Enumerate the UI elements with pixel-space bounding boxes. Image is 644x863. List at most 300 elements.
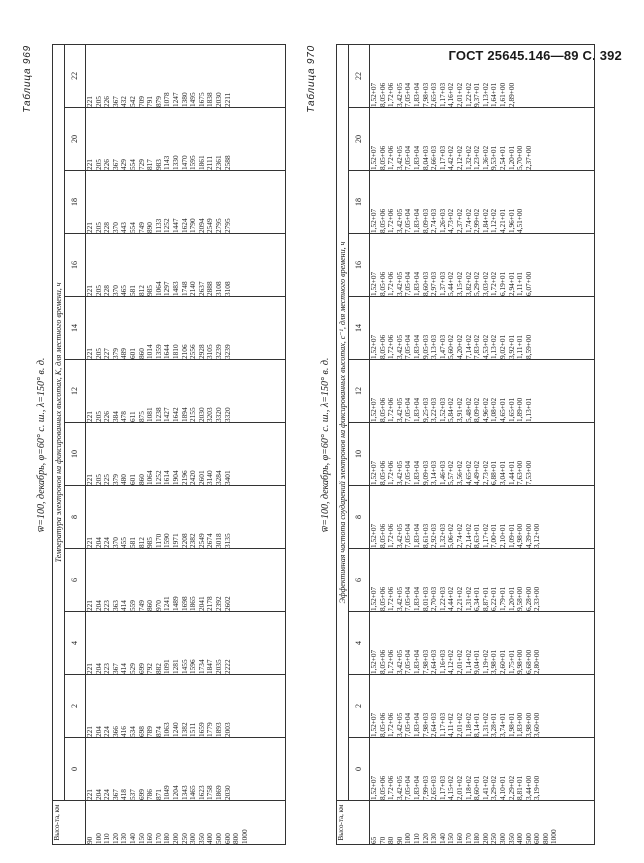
data-cell: 1,52+07 [369,208,378,233]
data-cell: 542 [127,96,137,107]
data-cell: 2111 [205,155,215,170]
data-cell: 2106 [179,344,189,359]
data-cell: 3401 [222,470,232,485]
hour-header-18: 18 [65,171,86,234]
data-cell: 749 [136,600,146,611]
data-cell: 2549 [196,533,206,548]
altitude-value: 500 [213,833,223,844]
data-cell: 1595 [188,155,198,170]
data-cell: 8,05+06 [377,271,387,296]
data-cell: 9,53+01 [489,145,499,170]
data-cell: 3,42+05 [394,397,404,422]
data-column-20 [86,108,286,171]
data-cell: 1,31+02 [480,712,490,737]
data-cell: 2211 [222,92,232,107]
data-cell: 1,18+02 [463,712,473,737]
data-cell: 3284 [213,470,223,485]
data-cell: 1,11+01 [515,272,525,296]
hour-header-8: 8 [65,486,86,549]
data-cell: 1,14+02 [463,649,473,674]
hour-header-8: 8 [349,486,370,549]
data-cell: 1748 [179,281,189,296]
data-cell: 1,72+06 [386,397,396,422]
data-cell: 2094 [196,218,206,233]
data-cell: 2,80+00 [532,649,542,674]
data-cell: 1,83+04 [411,712,421,737]
data-cell: 379 [110,474,120,485]
data-cell: 1447 [170,218,180,233]
data-cell: 554 [127,159,137,170]
altitude-value: 250 [489,833,499,844]
data-cell: 8,05+06 [377,397,387,422]
data-cell: 1,83+04 [411,775,421,800]
hour-header-row [65,44,86,844]
altitude-value: 180 [162,833,172,844]
data-cell: 489 [119,348,129,359]
data-cell: 2208 [179,533,189,548]
data-cell: 1,75+01 [506,649,516,674]
data-cell: 7,05+04 [403,82,413,107]
data-cell: 1614 [162,470,172,485]
data-cell: 3108 [213,281,223,296]
altitude-value: 120 [110,833,120,844]
data-cell: 3,12+00 [532,523,542,548]
data-cell: 3,42+05 [394,460,404,485]
data-cell: 9,98+00 [515,649,525,674]
hour-header-20: 20 [65,108,86,171]
data-cell: 2601 [196,470,206,485]
data-cell: 1495 [188,92,198,107]
altitude-value: 350 [506,833,516,844]
data-column-0 [86,738,286,801]
data-cell: 2637 [196,281,206,296]
data-cell: 1,89+00 [515,397,525,422]
data-cell: 1,17+03 [437,712,447,737]
data-cell: 985 [145,537,155,548]
data-cell: 1091 [162,659,172,674]
data-cell: 537 [127,789,137,800]
data-cell: 1894 [179,407,189,422]
data-column-2 [86,675,286,738]
altitude-value: 800 [540,833,550,844]
data-cell: 1758 [205,785,215,800]
data-cell: 8,05+06 [377,460,387,485]
data-cell: 1470 [179,155,189,170]
data-cell: 970 [153,600,163,611]
data-cell: 221 [85,96,94,107]
data-cell: 1252 [162,218,172,233]
data-cell: 367 [110,663,120,674]
data-cell: 860 [136,474,146,485]
hour-header-6: 6 [349,549,370,612]
data-cell: 1170 [153,533,163,548]
altitude-value: 400 [205,833,215,844]
data-cell: 1204 [170,785,180,800]
data-cell: 1252 [153,470,163,485]
data-cell: 1,20+01 [506,586,516,611]
data-cell: 1734 [196,659,206,674]
data-cell: 709 [136,96,146,107]
table-969-caption: Температура электронов на фиксированных высотах, К, для местного времени, ч [53,44,65,800]
data-cell: 7,00+01 [489,523,499,548]
data-cell: 1064 [153,281,163,296]
data-cell: 2155 [188,407,198,422]
data-cell: 224 [102,537,112,548]
data-cell: 1241 [162,596,172,611]
table-970-condition: w̅=100, декабрь, φ=60° с. ш., λ=150° в. д. [320,357,331,533]
data-cell: 221 [85,600,94,611]
data-cell: 3,92+01 [506,334,516,359]
data-cell: 9,05+03 [420,334,430,359]
data-cell: 1,52+07 [369,82,378,107]
data-cell: 8,81+01 [515,775,525,800]
data-cell: 224 [102,726,112,737]
data-cell: 2,37+00 [523,145,533,170]
altitude-value: 800 [231,833,241,844]
data-cell: 9,25+03 [420,397,430,422]
data-cell: 9,09+03 [420,460,430,485]
data-cell: 3108 [222,281,232,296]
data-cell: 228 [102,285,112,296]
data-cell: 3,42+05 [394,271,404,296]
data-cell: 3,82+02 [463,271,473,296]
data-cell: 8,04+03 [420,145,430,170]
data-column-6 [86,549,286,612]
data-cell: 1,96+01 [506,208,516,233]
data-cell: 3239 [213,344,223,359]
data-cell: 1,26+03 [437,208,447,233]
data-cell: 227 [102,348,112,359]
data-cell: 1,16+03 [437,649,447,674]
data-cell: 4,73+02 [446,208,456,233]
altitude-value: 250 [179,833,189,844]
altitude-value: 400 [515,833,525,844]
data-cell: 418 [119,789,129,800]
data-cell: 1297 [162,281,172,296]
data-cell: 1,36+02 [480,145,490,170]
data-cell: 3,60+00 [532,712,542,737]
data-cell: 529 [127,663,137,674]
data-cell: 9,37+01 [472,82,482,107]
data-cell: 4,21+01 [497,208,507,233]
data-cell: 2888 [205,281,215,296]
data-cell: 7,14+02 [463,334,473,359]
data-cell: 2,64+03 [429,712,439,737]
data-cell: 2,65+03 [429,775,439,800]
data-cell: 749 [136,222,146,233]
altitude-value: 600 [222,833,232,844]
data-cell: 4,65+01 [497,397,507,422]
data-cell: 1810 [170,344,180,359]
table-969 [52,44,286,845]
altitude-value: 160 [145,833,155,844]
table-969-condition: w̅=100, декабрь, φ=60° с. ш., λ=150° в. д. [36,357,47,533]
data-cell: 455 [119,537,129,548]
data-cell: 367 [110,96,120,107]
data-cell: 2030 [213,92,223,107]
data-cell: 1,47+03 [437,334,447,359]
hour-header-10: 10 [349,423,370,486]
data-cell: 221 [85,663,94,674]
data-cell: 6,19+01 [497,271,507,296]
data-cell: 5,48+02 [463,397,473,422]
data-cell: 7,05+04 [403,523,413,548]
data-cell: 1,52+07 [369,586,378,611]
data-cell: 465 [119,285,129,296]
altitude-value: 200 [170,833,180,844]
data-cell: 1,72+06 [386,271,396,296]
altitude-value: 300 [188,833,198,844]
data-cell: 3,74+01 [497,712,507,737]
data-cell: 443 [119,222,129,233]
data-column-4 [370,612,595,675]
data-cell: 1,83+04 [411,82,421,107]
data-cell: 478 [119,411,129,422]
data-cell: 366 [110,726,120,737]
data-cell: 204 [93,663,103,674]
data-cell: 882 [153,663,163,674]
data-cell: 1,18+02 [463,775,473,800]
data-column-8 [370,486,595,549]
data-cell: 1281 [170,659,180,674]
data-cell: 2,01+02 [454,82,464,107]
data-cell: 1,72+02 [489,271,499,296]
data-cell: 1382 [179,722,189,737]
data-cell: 1,09+01 [506,523,516,548]
data-cell: 8,05+06 [377,145,387,170]
data-cell: 1,22+02 [463,82,473,107]
data-cell: 1,52+07 [369,397,378,422]
data-cell: 205 [93,474,103,485]
altitude-value: 600 [532,833,542,844]
altitude-value: 1000 [549,829,559,844]
data-cell: 1,20+01 [506,145,516,170]
data-cell: 1,11+01 [515,335,525,359]
data-cell: 7,99+03 [420,775,430,800]
hour-header-18: 18 [349,171,370,234]
data-cell: 1455 [179,659,189,674]
data-cell: 601 [127,348,137,359]
data-cell: 6,28+00 [523,586,533,611]
altitude-value: 1000 [239,829,249,844]
data-column-18 [370,171,595,234]
data-cell: 3,04+01 [497,460,507,485]
data-cell: 1,72+06 [386,334,396,359]
data-cell: 5,60+02 [446,334,456,359]
data-cell: 1427 [162,407,172,422]
data-cell: 2,12+02 [454,145,464,170]
data-cell: 601 [127,474,137,485]
data-cell: 985 [145,285,155,296]
data-cell: 789 [145,726,155,737]
hour-header-2: 2 [349,675,370,738]
data-cell: 416 [119,726,129,737]
data-cell: 1,52+07 [369,334,378,359]
data-cell: 367 [110,159,120,170]
data-cell: 4,20+02 [454,334,464,359]
data-cell: 2420 [188,470,198,485]
data-cell: 414 [119,663,129,674]
data-cell: 2,01+02 [454,712,464,737]
data-cell: 221 [85,222,94,233]
data-cell: 1,31+02 [463,586,473,611]
data-cell: 860 [145,600,155,611]
data-cell: 2,01+02 [454,649,464,674]
data-column-10 [370,423,595,486]
data-column-0 [370,738,595,801]
data-cell: 1,98+01 [506,712,516,737]
data-cell: 8,60+01 [472,775,482,800]
data-column-20 [370,108,595,171]
data-cell: 1,83+04 [411,523,421,548]
data-cell: 432 [119,96,129,107]
data-cell: 3,42+05 [394,334,404,359]
data-cell: 370 [110,537,120,548]
data-column-12 [370,360,595,423]
hour-header-16: 16 [349,234,370,297]
data-cell: 1,72+06 [386,460,396,485]
data-cell: 879 [153,96,163,107]
altitude-value: 100 [403,833,413,844]
data-cell: 1971 [170,533,180,548]
data-cell: 1,44+01 [506,460,516,485]
data-cell: 1869 [213,785,223,800]
data-cell: 1,23+02 [472,145,482,170]
altitude-value: 300 [497,833,507,844]
data-cell: 4,98+00 [515,523,525,548]
data-cell: 1,83+04 [411,334,421,359]
data-cell: 534 [127,726,137,737]
data-cell: 1,83+04 [411,145,421,170]
data-cell: 1,83+04 [411,208,421,233]
hour-header-2: 2 [65,675,86,738]
data-cell: 8,59+00 [523,334,533,359]
data-column-10 [86,423,286,486]
data-cell: 221 [85,348,94,359]
data-cell: 221 [85,285,94,296]
altitude-value: 140 [437,833,447,844]
data-cell: 1590 [162,533,172,548]
data-cell: 1078 [162,92,172,107]
data-cell: 2549 [205,218,215,233]
data-cell: 1,83+04 [411,271,421,296]
data-cell: 223 [102,663,112,674]
data-cell: 2,94+01 [506,271,516,296]
data-cell: 2795 [213,218,223,233]
data-cell: 581 [127,285,137,296]
data-cell: 2,29+02 [506,775,516,800]
data-cell: 7,05+04 [403,712,413,737]
data-cell: 2,60+01 [497,649,507,674]
data-cell: 2,54+01 [497,145,507,170]
data-cell: 226 [102,96,112,107]
data-cell: 1,72+06 [386,145,396,170]
data-cell: 221 [85,411,94,422]
data-cell: 1642 [170,407,180,422]
data-cell: 7,05+04 [403,460,413,485]
data-cell: 1675 [196,92,206,107]
data-cell: 2,89+00 [506,82,516,107]
data-cell: 1,61+00 [497,82,507,107]
hour-header-14: 14 [65,297,86,360]
data-cell: 1240 [170,722,180,737]
data-cell: 1644 [162,344,172,359]
altitude-value: 70 [377,836,387,844]
data-cell: 554 [127,222,137,233]
data-cell: 1,83+00 [515,712,525,737]
data-cell: 1,72+06 [386,82,396,107]
hour-header-row [349,44,370,844]
table-970-caption: Эффективная частота соударений электронов на фиксированных высотах, с⁻¹, для местного времени, ч [337,44,349,800]
data-cell: 8,63+01 [472,523,482,548]
data-cell: 2674 [205,533,215,548]
data-cell: 1,72+06 [386,208,396,233]
data-cell: 1779 [205,722,215,737]
data-column-14 [86,297,286,360]
data-cell: 1,79+01 [497,586,507,611]
data-cell: 3,56+02 [454,460,464,485]
data-cell: 7,05+04 [403,271,413,296]
data-cell: 698 [136,726,146,737]
data-cell: 3,15+02 [454,271,464,296]
data-cell: 6,34+01 [472,586,482,611]
altitude-value: 90 [394,836,404,844]
data-cell: 611 [127,411,137,422]
data-cell: 384 [110,411,120,422]
data-cell: 1483 [170,281,180,296]
data-cell: 1847 [205,659,215,674]
data-cell: 1904 [170,470,180,485]
data-cell: 3,42+05 [394,649,404,674]
altitude-value: 130 [429,833,439,844]
data-cell: 1861 [196,155,206,170]
data-cell: 1596 [188,659,198,674]
data-cell: 1,13+02 [480,82,490,107]
data-cell: 3239 [222,344,232,359]
data-cell: 7,05+04 [403,334,413,359]
data-cell: 1,72+06 [386,649,396,674]
data-cell: 1,84+02 [480,208,490,233]
data-cell: 4,65+02 [463,460,473,485]
data-cell: 1,52+03 [437,397,447,422]
data-cell: 1,41+02 [480,775,490,800]
data-cell: 3,14+03 [429,460,439,485]
data-cell: 4,15+02 [446,775,456,800]
data-cell: 1,22+03 [437,586,447,611]
data-cell: 1,83+04 [411,460,421,485]
data-cell: 1790 [188,218,198,233]
data-cell: 3,03+02 [480,271,490,296]
data-cell: 8,05+06 [377,82,387,107]
data-cell: 1,37+03 [437,271,447,296]
data-cell: 1,83+04 [411,649,421,674]
data-cell: 3,19+00 [532,775,542,800]
data-cell: 1014 [145,344,155,359]
data-cell: 1,72+06 [386,523,396,548]
data-cell: 204 [93,726,103,737]
altitude-header: Высо-та, км [337,801,370,845]
data-cell: 7,05+04 [403,586,413,611]
data-cell: 1,13+02 [489,334,499,359]
altitude-value: 130 [119,833,129,844]
data-cell: 1,13+01 [523,397,533,422]
data-cell: 2,70+03 [429,586,439,611]
data-cell: 2,37+02 [454,208,464,233]
data-cell: 3018 [213,533,223,548]
data-cell: 786 [145,789,155,800]
hour-header-12: 12 [349,360,370,423]
data-cell: 7,63+00 [515,460,525,485]
